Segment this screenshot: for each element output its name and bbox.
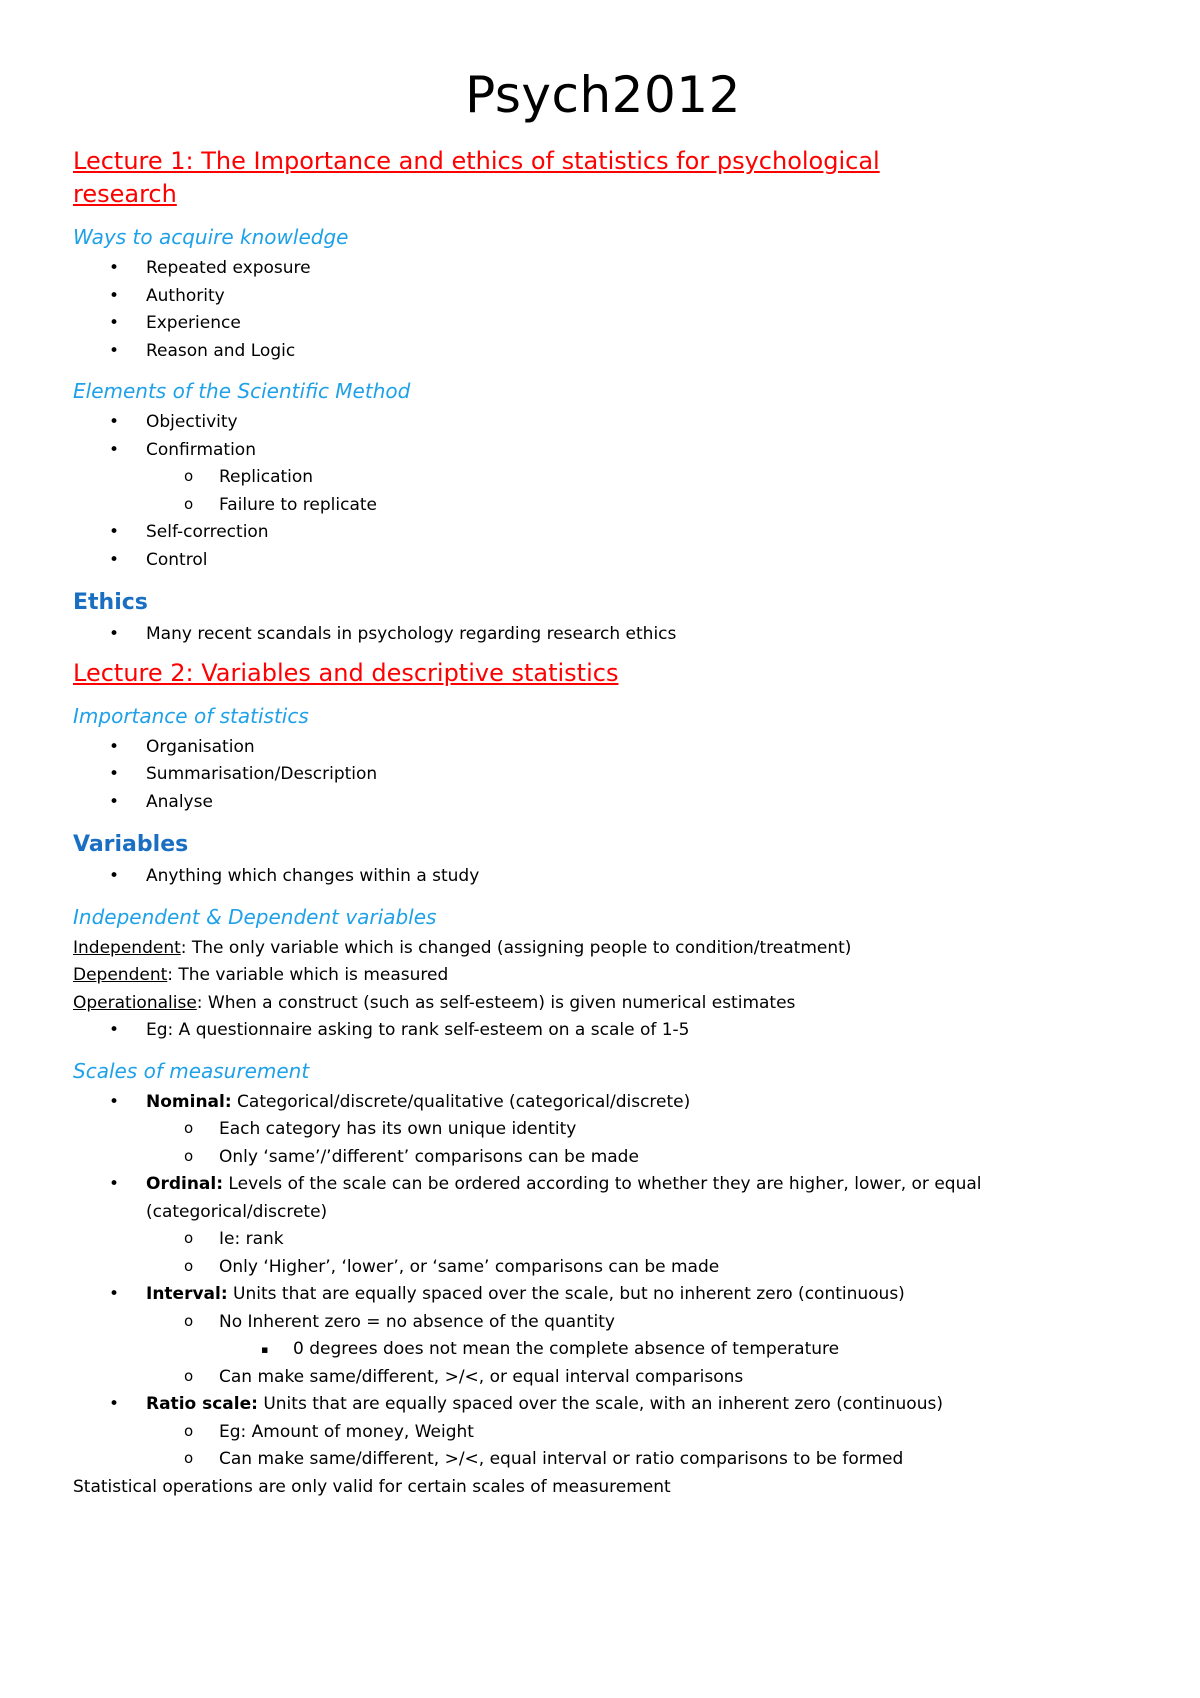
dependent-line [73, 962, 1133, 990]
sub-list-item: o Only ‘same’/’different’ comparisons can be made [146, 1144, 1133, 1172]
scales-footer: Statistical operations are only valid for certain scales of measurement [73, 1476, 671, 1497]
list-item: • Summarisation/Description [73, 761, 1133, 789]
list-item: • Experience [73, 310, 1133, 338]
sub-list-item: o Only ‘Higher’, ‘lower’, or ‘same’ comparisons can be made [146, 1254, 1133, 1282]
independent-text: : The only variable which is changed (assigning people to condition/treatment) [180, 937, 852, 958]
lecture-1-heading [73, 145, 1133, 211]
list-item: • Anything which changes within a study [73, 863, 1133, 891]
operationalise-text: : When a construct (such as self-esteem) is given numerical estimates [196, 992, 796, 1013]
importance-list [73, 734, 1133, 817]
lecture-2-heading: Lecture 2: Variables and descriptive statistics [73, 658, 619, 687]
list-item: • Organisation [73, 734, 1133, 762]
list-item-interval [73, 1281, 1133, 1391]
ethics-list [73, 621, 1133, 649]
variables-list [73, 863, 1133, 891]
list-item: • Repeated exposure [73, 255, 1133, 283]
document-page [73, 68, 1133, 1501]
sub-list-item: o Can make same/different, >/<, equal interval or ratio comparisons to be formed [146, 1446, 1133, 1474]
sub-list-item-text: No Inherent zero = no absence of the quantity [219, 1311, 615, 1332]
scales-list [73, 1089, 1133, 1474]
importance-heading: Importance of statistics [73, 703, 309, 728]
interval-sublist [146, 1309, 1133, 1392]
ways-list [73, 255, 1133, 365]
sub-list-item: o Can make same/different, >/<, or equal interval comparisons [146, 1364, 1133, 1392]
list-item-confirmation [73, 437, 1133, 520]
list-item-nominal [73, 1089, 1133, 1172]
list-item: • Eg: A questionnaire asking to rank self-esteem on a scale of 1-5 [73, 1017, 1133, 1045]
interval-subsublist [219, 1336, 1133, 1364]
list-item: • Analyse [73, 789, 1133, 817]
ethics-heading: Ethics [73, 590, 148, 615]
ordinal-sublist [146, 1226, 1133, 1281]
interval-text: Units that are equally spaced over the scale, but no inherent zero (continuous) [227, 1284, 905, 1304]
sub-list-item: o Each category has its own unique identity [146, 1116, 1133, 1144]
elements-list [73, 409, 1133, 574]
indep-dep-heading: Independent & Dependent variables [73, 904, 437, 929]
scales-heading: Scales of measurement [73, 1058, 310, 1083]
variables-heading: Variables [73, 832, 189, 857]
ratio-term: Ratio scale: [146, 1394, 258, 1414]
lecture-1-heading-line1: Lecture 1: The Importance and ethics of statistics for psychological [73, 147, 880, 175]
operationalise-term: Operationalise [73, 992, 197, 1013]
nominal-term: Nominal: [146, 1091, 232, 1112]
ratio-text: Units that are equally spaced over the scale, with an inherent zero (continuous) [257, 1394, 943, 1414]
nominal-sublist [146, 1116, 1133, 1171]
ordinal-term: Ordinal: [146, 1174, 224, 1194]
operationalise-line [73, 990, 1133, 1018]
sub-list-item: o Failure to replicate [146, 492, 1133, 520]
sub-sub-list-item: ▪ 0 degrees does not mean the complete absence of temperature [219, 1336, 1133, 1364]
list-item: • Reason and Logic [73, 338, 1133, 366]
list-item: • Control [73, 547, 1133, 575]
list-item: • Authority [73, 283, 1133, 311]
dependent-text: : The variable which is measured [167, 965, 449, 985]
sub-list-item-no-inherent-zero [146, 1309, 1133, 1364]
confirmation-label: Confirmation [146, 439, 256, 460]
confirmation-sublist [146, 464, 1133, 519]
sub-list-item: o Replication [146, 464, 1133, 492]
list-item-ordinal [73, 1171, 1133, 1281]
ordinal-text: Levels of the scale can be ordered according to whether they are higher, lower, or equal (categorical/discrete) [146, 1174, 982, 1222]
sub-list-item: o Eg: Amount of money, Weight [146, 1419, 1133, 1447]
lecture-1-heading-line2: research [73, 180, 177, 208]
sub-list-item: o Ie: rank [146, 1226, 1133, 1254]
independent-line [73, 935, 1133, 963]
list-item-ratio [73, 1391, 1133, 1474]
interval-term: Interval: [146, 1284, 228, 1304]
list-item: • Many recent scandals in psychology regarding research ethics [73, 621, 1133, 649]
ways-heading: Ways to acquire knowledge [73, 225, 349, 249]
list-item: • Self-correction [73, 519, 1133, 547]
elements-heading: Elements of the Scientific Method [73, 379, 411, 403]
independent-term: Independent [73, 937, 181, 958]
list-item: • Objectivity [73, 409, 1133, 437]
dependent-term: Dependent [73, 965, 168, 985]
page-title: Psych2012 [465, 66, 741, 124]
ratio-sublist [146, 1419, 1133, 1474]
operationalise-example-list [73, 1017, 1133, 1045]
nominal-text: Categorical/discrete/qualitative (categorical/discrete) [231, 1091, 691, 1112]
